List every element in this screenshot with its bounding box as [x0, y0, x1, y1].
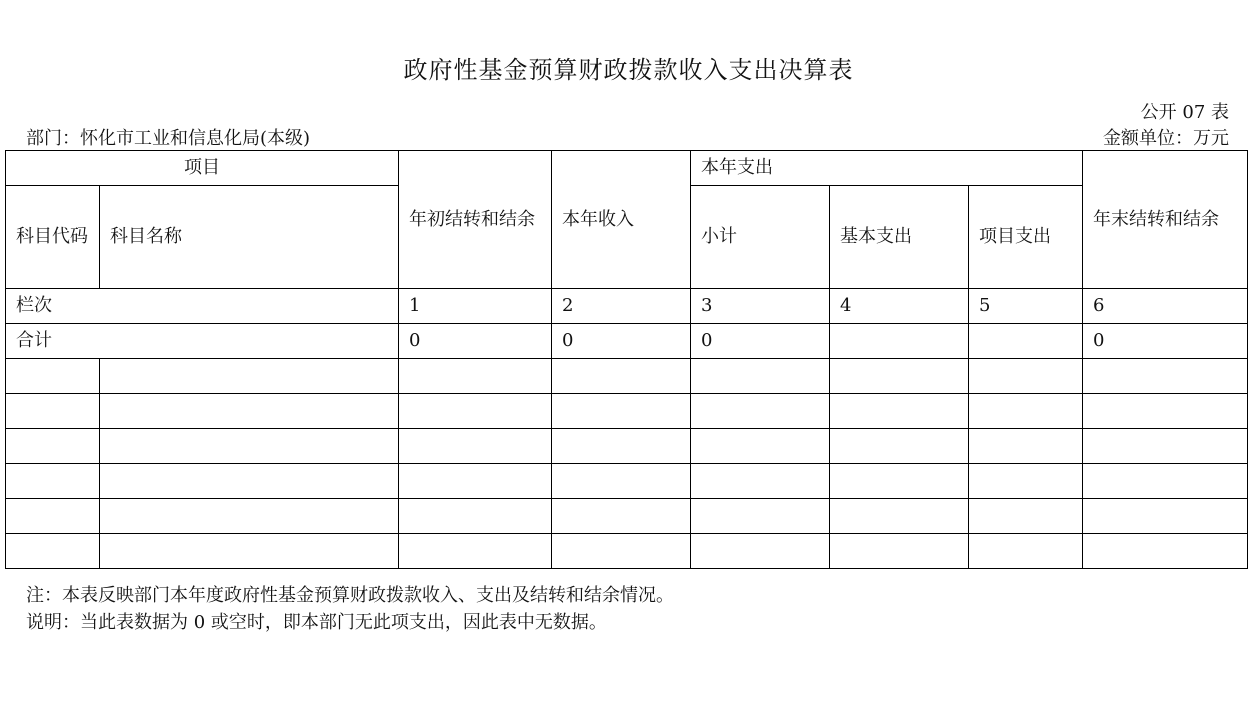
table-cell [399, 429, 552, 464]
table-cell [830, 359, 969, 394]
table-cell [830, 429, 969, 464]
table-cell [691, 534, 830, 569]
table-cell [6, 499, 100, 534]
table-cell [830, 534, 969, 569]
column-number-cell: 6 [1083, 289, 1248, 324]
amount-unit-label: 金额单位：万元 [1103, 128, 1229, 149]
table-cell [399, 464, 552, 499]
total-row [6, 324, 1248, 359]
table-cell [100, 359, 399, 394]
table-cell [1083, 394, 1248, 429]
column-number-cell: 2 [552, 289, 691, 324]
table-cell [6, 534, 100, 569]
table-cell [1083, 429, 1248, 464]
table-cell [1083, 534, 1248, 569]
table-cell [399, 534, 552, 569]
table-row [6, 429, 1248, 464]
table-cell [1083, 359, 1248, 394]
table-cell [100, 534, 399, 569]
total-cell [830, 324, 969, 359]
column-number-cell: 5 [969, 289, 1083, 324]
budget-table [5, 150, 1248, 569]
table-cell [399, 499, 552, 534]
total-cell [969, 324, 1083, 359]
column-number-cell: 3 [691, 289, 830, 324]
table-cell [969, 464, 1083, 499]
table-cell [399, 394, 552, 429]
table-cell [830, 499, 969, 534]
table-cell [1083, 499, 1248, 534]
table-cell [100, 464, 399, 499]
header-project-expense: 项目支出 [969, 186, 1083, 289]
table-cell [969, 534, 1083, 569]
footnote: 注：本表反映部门本年度政府性基金预算财政拨款收入、支出及结转和结余情况。 [26, 585, 674, 606]
table-cell [552, 429, 691, 464]
table-cell [100, 394, 399, 429]
column-number-row [6, 289, 1248, 324]
table-cell [830, 394, 969, 429]
header-closing-balance: 年末结转和结余 [1083, 151, 1248, 289]
total-cell: 0 [691, 324, 830, 359]
header-subject-code: 科目代码 [6, 186, 100, 289]
table-cell [552, 394, 691, 429]
header-subject-name: 科目名称 [100, 186, 399, 289]
table-row [6, 359, 1248, 394]
header-annual-income: 本年收入 [552, 151, 691, 289]
table-cell [552, 499, 691, 534]
table-row [6, 534, 1248, 569]
table-cell [552, 359, 691, 394]
table-cell [100, 429, 399, 464]
total-cell: 0 [552, 324, 691, 359]
table-cell [691, 464, 830, 499]
explanation-note: 说明：当此表数据为 0 或空时，即本部门无此项支出，因此表中无数据。 [26, 612, 607, 633]
table-cell [969, 359, 1083, 394]
form-number: 公开 07 表 [1140, 102, 1229, 123]
table-row [6, 464, 1248, 499]
table-cell [399, 359, 552, 394]
table-cell [6, 429, 100, 464]
header-item: 项目 [6, 151, 399, 186]
table-cell [691, 359, 830, 394]
table-cell [691, 499, 830, 534]
table-cell [830, 464, 969, 499]
table-cell [969, 394, 1083, 429]
header-basic-expense: 基本支出 [830, 186, 969, 289]
column-number-cell: 1 [399, 289, 552, 324]
column-number-label: 栏次 [6, 289, 399, 324]
total-label: 合计 [6, 324, 399, 359]
department-label: 部门：怀化市工业和信息化局(本级) [26, 128, 311, 149]
table-cell [691, 429, 830, 464]
table-row [6, 394, 1248, 429]
table-row [6, 499, 1248, 534]
header-opening-balance: 年初结转和结余 [399, 151, 552, 289]
total-cell: 0 [399, 324, 552, 359]
table-cell [552, 464, 691, 499]
table-cell [6, 359, 100, 394]
column-number-cell: 4 [830, 289, 969, 324]
table-cell [969, 429, 1083, 464]
table-cell [969, 499, 1083, 534]
page-title: 政府性基金预算财政拨款收入支出决算表 [403, 56, 854, 84]
table-cell [1083, 464, 1248, 499]
table-cell [6, 394, 100, 429]
total-cell: 0 [1083, 324, 1248, 359]
table-cell [6, 464, 100, 499]
header-subtotal: 小计 [691, 186, 830, 289]
header-annual-expense: 本年支出 [691, 151, 1083, 186]
table-cell [100, 499, 399, 534]
table-cell [691, 394, 830, 429]
table-cell [552, 534, 691, 569]
